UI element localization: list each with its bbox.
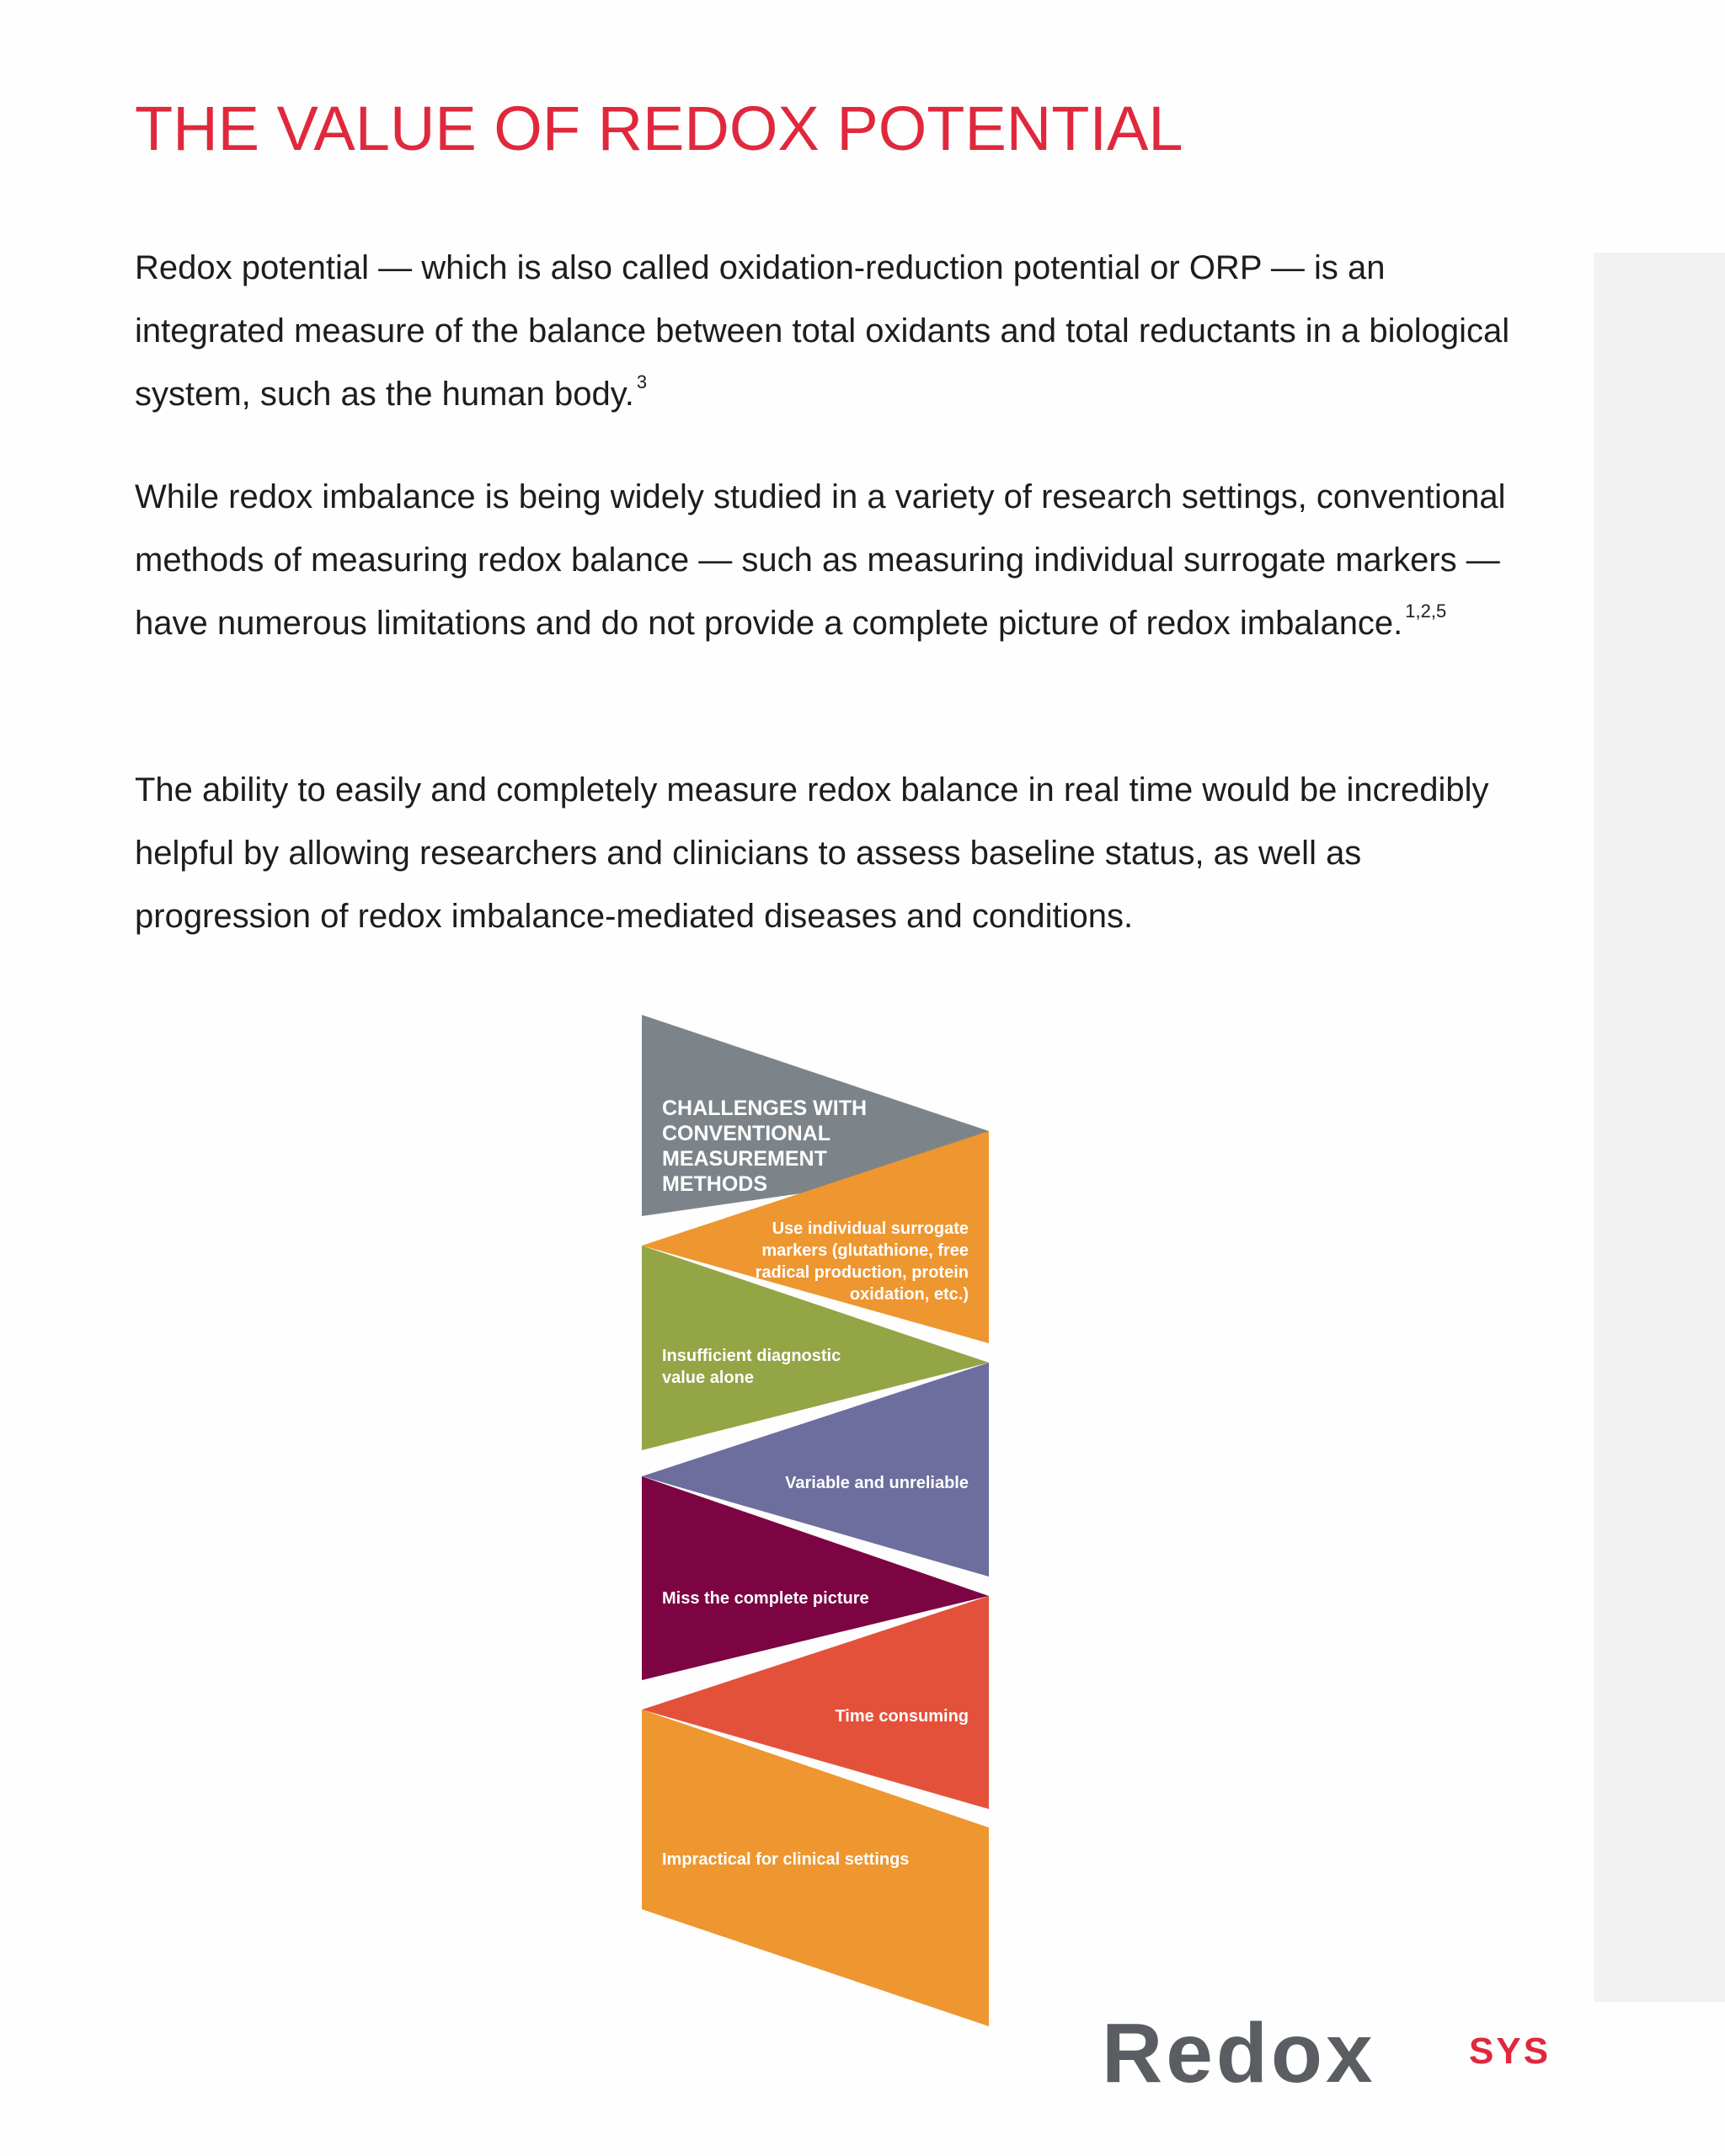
item-1-line-2: markers (glutathione, free	[761, 1241, 969, 1260]
paragraph-2-text: While redox imbalance is being widely studied in a variety of research settings, conventional methods of measuring redox balance — such as measuring individual surrogate markers — have numerous limitations and do not provide a complete picture of redox imbalance.	[135, 478, 1506, 642]
item-1-line-4: oxidation, etc.)	[849, 1285, 969, 1304]
page-title: THE VALUE OF REDOX POTENTIAL	[135, 93, 1183, 163]
item-1-line-1: Use individual surrogate	[772, 1219, 969, 1238]
logo-main-text: Redox	[1102, 2006, 1376, 2100]
header-line-1: CHALLENGES WITH	[662, 1097, 868, 1120]
header-line-2: CONVENTIONAL	[662, 1122, 830, 1145]
header-line-3: MEASUREMENT	[662, 1147, 827, 1171]
paragraph-1-text: Redox potential — which is also called oxidation-reduction potential or ORP — is an integrated measure of the balance between total oxidants and total reductants in a biological system, such as the human body.	[135, 249, 1510, 413]
item-1-line-3: radical production, protein	[755, 1263, 969, 1282]
header-line-4: METHODS	[662, 1172, 767, 1196]
item-4-line-1: Miss the complete picture	[662, 1589, 869, 1608]
paragraph-2-ref: 1,2,5	[1405, 600, 1447, 622]
item-3-line-1: Variable and unreliable	[785, 1474, 969, 1492]
item-2-line-2: value alone	[662, 1369, 754, 1387]
paragraph-3-text: The ability to easily and completely measure redox balance in real time would be incredibly helpful by allowing researchers and clinicians to assess baseline status, as well as progression of redox imbalance-mediated diseases and conditions.	[135, 771, 1489, 935]
paragraph-1-ref: 3	[636, 371, 648, 392]
logo-suffix-text: SYS	[1469, 2031, 1551, 2072]
item-6-line-1: Impractical for clinical settings	[662, 1850, 910, 1869]
item-2-line-1: Insufficient diagnostic	[662, 1347, 841, 1365]
item-5-line-1: Time consuming	[835, 1707, 969, 1726]
